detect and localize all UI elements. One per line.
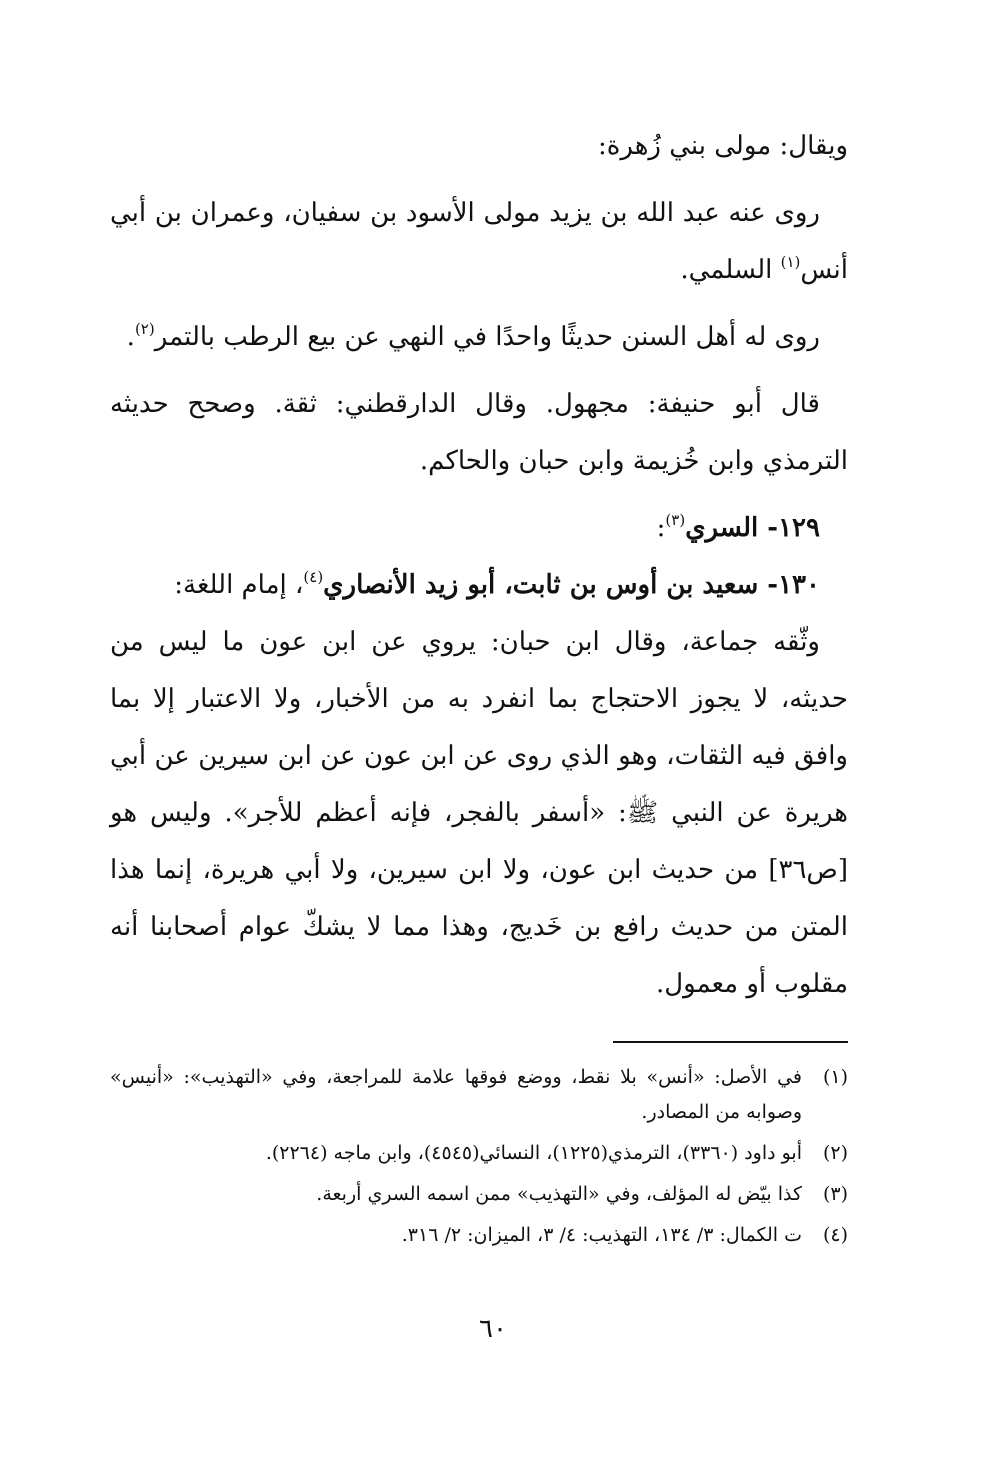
grading-text: قال أبو حنيفة: مجهول. وقال الدارقطني: ثقة. وصحح حديثه الترمذي وابن خُزيمة وابن حبان والحاكم.	[110, 389, 848, 476]
footnote-ref-3[interactable]: (٣)	[665, 511, 686, 529]
footnote-4	[110, 1218, 848, 1253]
footnote-3	[110, 1177, 848, 1212]
footnote-number: (٣)	[822, 1183, 848, 1205]
footnote-1	[110, 1060, 848, 1130]
page-number: ٦٠	[479, 1314, 507, 1344]
entry-130-subtitle: ، إمام اللغة:	[174, 570, 304, 600]
main-text	[110, 118, 848, 1013]
sunan-text: روى له أهل السنن حديثًا واحدًا في النهي عن بيع الرطب بالتمر	[154, 322, 820, 352]
footnote-text: في الأصل: «أنس» بلا نقط، ووضع فوقها علامة للمراجعة، وفي «التهذيب»: «أنيس» وصوابه من المصادر.	[110, 1066, 802, 1123]
footnote-divider	[613, 1041, 848, 1043]
paragraph-narrators	[110, 185, 848, 299]
footnote-number: (١)	[822, 1066, 848, 1088]
footnote-text: أبو داود (٣٣٦٠)، الترمذي(١٢٢٥)، النسائي(٤٥٤٥)، وابن ماجه (٢٢٦٤).	[265, 1142, 802, 1164]
footnote-number: (٤)	[822, 1224, 848, 1246]
narrators-text-end: السلمي.	[680, 255, 781, 285]
narrators-text: روى عنه عبد الله بن يزيد مولى الأسود بن سفيان، وعمران بن أبي أنس	[110, 198, 848, 285]
footnotes	[110, 1060, 848, 1259]
entry-129-title: ١٢٩- السري	[685, 513, 820, 543]
entry-129-colon: :	[656, 513, 666, 543]
footnote-ref-2[interactable]: (٢)	[134, 320, 155, 338]
sunan-text-end: .	[126, 322, 135, 352]
footnote-number: (٢)	[822, 1142, 848, 1164]
intro-text: ويقال: مولى بني زُهرة:	[597, 131, 848, 161]
footnote-2	[110, 1136, 848, 1171]
footnote-text: كذا بيّض له المؤلف، وفي «التهذيب» ممن اسمه السري أربعة.	[316, 1183, 802, 1205]
entry-129-heading	[110, 500, 848, 557]
footnote-ref-4[interactable]: (٤)	[303, 568, 324, 586]
footnote-text: ت الكمال: ٣/ ١٣٤، التهذيب: ٤/ ٣، الميزان: ٢/ ٣١٦.	[401, 1224, 802, 1246]
entry-130-heading	[110, 557, 848, 614]
entry-130-title: ١٣٠- سعيد بن أوس بن ثابت، أبو زيد الأنصاري	[323, 570, 820, 600]
footnote-ref-1[interactable]: (١)	[780, 253, 801, 271]
ibn-hibban-text: وثّقه جماعة، وقال ابن حبان: يروي عن ابن عون ما ليس من حديثه، لا يجوز الاحتجاج بما انفرد به من الأخبار، ولا الاعتبار إلا بما وافق فيه الثقات، وهو الذي روى عن ابن عون عن ابن سيرين عن أبي هريرة عن النبي ﷺ: «أسفر بالفجر، فإنه أعظم للأجر». وليس هو [ص٣٦] من حديث ابن عون، ولا ابن سيرين، ولا أبي هريرة، إنما هذا المتن من حديث رافع بن خَديج، وهذا مما لا يشكّ عوام أصحابنا أنه مقلوب أو معمول.	[110, 627, 848, 999]
paragraph-sunan	[110, 309, 848, 366]
paragraph-intro	[110, 118, 848, 175]
paragraph-ibn-hibban	[110, 614, 848, 1013]
paragraph-grading	[110, 376, 848, 490]
